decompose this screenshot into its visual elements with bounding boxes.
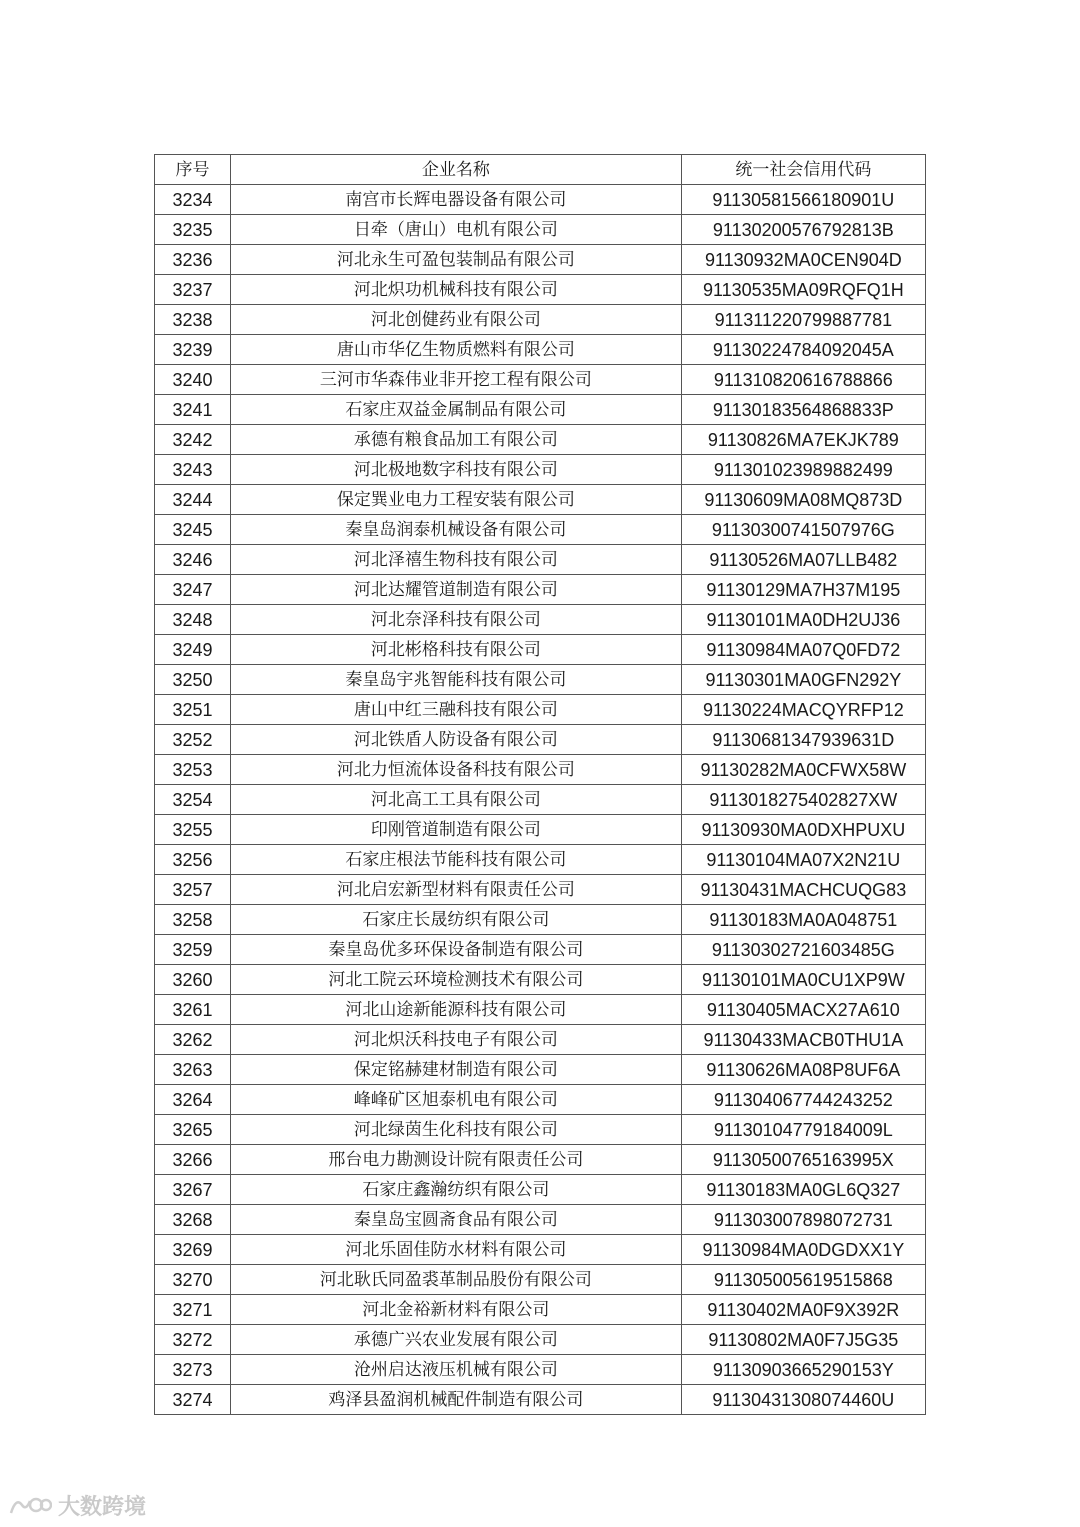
company-name-cell: 河北铁盾人防设备有限公司 — [231, 725, 682, 755]
table-row — [155, 1055, 926, 1085]
table-row — [155, 395, 926, 425]
table-row — [155, 515, 926, 545]
table-body — [155, 185, 926, 1415]
serial-number-cell: 3238 — [155, 305, 231, 335]
credit-code-cell: 91130224784092045A — [681, 335, 925, 365]
company-name-cell: 秦皇岛优多环保设备制造有限公司 — [231, 935, 682, 965]
company-name-cell: 河北创健药业有限公司 — [231, 305, 682, 335]
credit-code-cell: 91130183MA0A048751 — [681, 905, 925, 935]
credit-code-cell: 91130101MA0CU1XP9W — [681, 965, 925, 995]
table-row — [155, 575, 926, 605]
company-name-cell: 河北山途新能源科技有限公司 — [231, 995, 682, 1025]
serial-number-cell: 3273 — [155, 1355, 231, 1385]
credit-code-cell: 91130431MACHCUQG83 — [681, 875, 925, 905]
table-row — [155, 755, 926, 785]
serial-number-cell: 3236 — [155, 245, 231, 275]
serial-number-cell: 3249 — [155, 635, 231, 665]
credit-code-cell: 91130301MA0GFN292Y — [681, 665, 925, 695]
serial-number-cell: 3265 — [155, 1115, 231, 1145]
table-header-row — [155, 155, 926, 185]
credit-code-cell: 91130802MA0F7J5G35 — [681, 1325, 925, 1355]
company-name-cell: 石家庄长晟纺织有限公司 — [231, 905, 682, 935]
table-row — [155, 785, 926, 815]
watermark-logo-icon — [8, 1493, 52, 1517]
company-name-cell: 河北达耀管道制造有限公司 — [231, 575, 682, 605]
serial-number-cell: 3253 — [155, 755, 231, 785]
credit-code-cell: 91130183MA0GL6Q327 — [681, 1175, 925, 1205]
serial-number-cell: 3245 — [155, 515, 231, 545]
credit-code-cell: 91130681347939631D — [681, 725, 925, 755]
serial-number-cell: 3254 — [155, 785, 231, 815]
credit-code-cell: 911303007898072731 — [681, 1205, 925, 1235]
company-name-cell: 石家庄根法节能科技有限公司 — [231, 845, 682, 875]
company-name-cell: 河北启宏新型材料有限责任公司 — [231, 875, 682, 905]
credit-code-cell: 91130826MA7EKJK789 — [681, 425, 925, 455]
credit-code-cell: 911311220799887781 — [681, 305, 925, 335]
table-row — [155, 1235, 926, 1265]
company-name-cell: 石家庄鑫瀚纺织有限公司 — [231, 1175, 682, 1205]
table-row — [155, 965, 926, 995]
serial-number-cell: 3267 — [155, 1175, 231, 1205]
company-name-cell: 峰峰矿区旭泰机电有限公司 — [231, 1085, 682, 1115]
credit-code-cell: 91130984MA07Q0FD72 — [681, 635, 925, 665]
table-row — [155, 635, 926, 665]
serial-number-cell: 3239 — [155, 335, 231, 365]
company-name-cell: 河北炽功机械科技有限公司 — [231, 275, 682, 305]
credit-code-cell: 91130104779184009L — [681, 1115, 925, 1145]
table-row — [155, 695, 926, 725]
table-row — [155, 1325, 926, 1355]
serial-number-cell: 3246 — [155, 545, 231, 575]
company-name-cell: 秦皇岛宝圆斋食品有限公司 — [231, 1205, 682, 1235]
serial-number-cell: 3268 — [155, 1205, 231, 1235]
serial-number-cell: 3235 — [155, 215, 231, 245]
table-row — [155, 725, 926, 755]
company-name-cell: 日牵（唐山）电机有限公司 — [231, 215, 682, 245]
company-name-cell: 河北高工工具有限公司 — [231, 785, 682, 815]
header-serial-number: 序号 — [155, 155, 231, 185]
serial-number-cell: 3261 — [155, 995, 231, 1025]
table-row — [155, 365, 926, 395]
company-name-cell: 河北炽沃科技电子有限公司 — [231, 1025, 682, 1055]
credit-code-cell: 91130101MA0DH2UJ36 — [681, 605, 925, 635]
credit-code-cell: 91130402MA0F9X392R — [681, 1295, 925, 1325]
table-row — [155, 455, 926, 485]
serial-number-cell: 3237 — [155, 275, 231, 305]
company-name-cell: 河北工院云环境检测技术有限公司 — [231, 965, 682, 995]
table-row — [155, 1085, 926, 1115]
table-row — [155, 905, 926, 935]
serial-number-cell: 3262 — [155, 1025, 231, 1055]
credit-code-cell: 91130183564868833P — [681, 395, 925, 425]
table-row — [155, 1025, 926, 1055]
table-row — [155, 1115, 926, 1145]
company-name-cell: 承德有粮食品加工有限公司 — [231, 425, 682, 455]
serial-number-cell: 3252 — [155, 725, 231, 755]
credit-code-cell: 91130526MA07LLB482 — [681, 545, 925, 575]
credit-code-cell: 91130300741507976G — [681, 515, 925, 545]
serial-number-cell: 3269 — [155, 1235, 231, 1265]
credit-code-cell: 91130104MA07X2N21U — [681, 845, 925, 875]
table-row — [155, 425, 926, 455]
serial-number-cell: 3259 — [155, 935, 231, 965]
table-row — [155, 1355, 926, 1385]
serial-number-cell: 3272 — [155, 1325, 231, 1355]
table-row — [155, 605, 926, 635]
serial-number-cell: 3251 — [155, 695, 231, 725]
credit-code-cell: 91130626MA08P8UF6A — [681, 1055, 925, 1085]
serial-number-cell: 3258 — [155, 905, 231, 935]
table-row — [155, 995, 926, 1025]
credit-code-cell: 91130984MA0DGDXX1Y — [681, 1235, 925, 1265]
company-name-cell: 石家庄双益金属制品有限公司 — [231, 395, 682, 425]
company-name-cell: 河北极地数字科技有限公司 — [231, 455, 682, 485]
table-row — [155, 545, 926, 575]
table-row — [155, 815, 926, 845]
serial-number-cell: 3257 — [155, 875, 231, 905]
company-name-cell: 三河市华森伟业非开挖工程有限公司 — [231, 365, 682, 395]
credit-code-cell: 91130129MA7H37M195 — [681, 575, 925, 605]
serial-number-cell: 3266 — [155, 1145, 231, 1175]
serial-number-cell: 3274 — [155, 1385, 231, 1415]
credit-code-cell: 91130500765163995X — [681, 1145, 925, 1175]
company-name-cell: 邢台电力勘测设计院有限责任公司 — [231, 1145, 682, 1175]
company-name-cell: 保定巽业电力工程安装有限公司 — [231, 485, 682, 515]
table-row — [155, 665, 926, 695]
header-company-name: 企业名称 — [231, 155, 682, 185]
watermark-text: 大数跨境 — [58, 1494, 147, 1520]
serial-number-cell: 3241 — [155, 395, 231, 425]
credit-code-cell: 9113018275402827XW — [681, 785, 925, 815]
credit-code-cell: 91130609MA08MQ873D — [681, 485, 925, 515]
credit-code-cell: 911301023989882499 — [681, 455, 925, 485]
credit-code-cell: 91130405MACX27A610 — [681, 995, 925, 1025]
table-row — [155, 215, 926, 245]
credit-code-cell: 91130903665290153Y — [681, 1355, 925, 1385]
credit-code-cell: 91130581566180901U — [681, 185, 925, 215]
watermark — [8, 1490, 146, 1520]
table-row — [155, 1265, 926, 1295]
table-row — [155, 485, 926, 515]
serial-number-cell: 3260 — [155, 965, 231, 995]
credit-code-cell: 911305005619515868 — [681, 1265, 925, 1295]
table-row — [155, 1175, 926, 1205]
company-name-cell: 沧州启达液压机械有限公司 — [231, 1355, 682, 1385]
table-row — [155, 305, 926, 335]
serial-number-cell: 3244 — [155, 485, 231, 515]
table-row — [155, 1385, 926, 1415]
serial-number-cell: 3270 — [155, 1265, 231, 1295]
company-name-cell: 唐山中红三融科技有限公司 — [231, 695, 682, 725]
table-row — [155, 1205, 926, 1235]
company-name-cell: 河北力恒流体设备科技有限公司 — [231, 755, 682, 785]
credit-code-cell: 911304067744243252 — [681, 1085, 925, 1115]
company-name-cell: 鸡泽县盈润机械配件制造有限公司 — [231, 1385, 682, 1415]
serial-number-cell: 3250 — [155, 665, 231, 695]
company-name-cell: 河北彬格科技有限公司 — [231, 635, 682, 665]
company-name-cell: 河北奈泽科技有限公司 — [231, 605, 682, 635]
table-row — [155, 1145, 926, 1175]
credit-code-cell: 911310820616788866 — [681, 365, 925, 395]
table-row — [155, 875, 926, 905]
credit-code-cell: 91130932MA0CEN904D — [681, 245, 925, 275]
serial-number-cell: 3234 — [155, 185, 231, 215]
credit-code-cell: 91130282MA0CFWX58W — [681, 755, 925, 785]
company-list-table — [154, 154, 926, 1415]
table-row — [155, 275, 926, 305]
serial-number-cell: 3271 — [155, 1295, 231, 1325]
credit-code-cell: 91130224MACQYRFP12 — [681, 695, 925, 725]
serial-number-cell: 3256 — [155, 845, 231, 875]
company-name-cell: 秦皇岛宇兆智能科技有限公司 — [231, 665, 682, 695]
company-name-cell: 南宫市长辉电器设备有限公司 — [231, 185, 682, 215]
credit-code-cell: 91130535MA09RQFQ1H — [681, 275, 925, 305]
credit-code-cell: 91130431308074460U — [681, 1385, 925, 1415]
company-name-cell: 河北乐固佳防水材料有限公司 — [231, 1235, 682, 1265]
company-name-cell: 秦皇岛润泰机械设备有限公司 — [231, 515, 682, 545]
table-row — [155, 335, 926, 365]
header-credit-code: 统一社会信用代码 — [681, 155, 925, 185]
credit-code-cell: 91130433MACB0THU1A — [681, 1025, 925, 1055]
company-name-cell: 印刚管道制造有限公司 — [231, 815, 682, 845]
table-row — [155, 245, 926, 275]
company-name-cell: 保定铭赫建材制造有限公司 — [231, 1055, 682, 1085]
table-row — [155, 935, 926, 965]
serial-number-cell: 3264 — [155, 1085, 231, 1115]
table-row — [155, 185, 926, 215]
company-name-cell: 河北耿氏同盈裘革制品股份有限公司 — [231, 1265, 682, 1295]
serial-number-cell: 3247 — [155, 575, 231, 605]
company-name-cell: 河北永生可盈包装制品有限公司 — [231, 245, 682, 275]
table-row — [155, 1295, 926, 1325]
company-name-cell: 河北绿茵生化科技有限公司 — [231, 1115, 682, 1145]
credit-code-cell: 91130930MA0DXHPUXU — [681, 815, 925, 845]
serial-number-cell: 3255 — [155, 815, 231, 845]
credit-code-cell: 91130302721603485G — [681, 935, 925, 965]
serial-number-cell: 3242 — [155, 425, 231, 455]
company-name-cell: 承德广兴农业发展有限公司 — [231, 1325, 682, 1355]
table-row — [155, 845, 926, 875]
company-name-cell: 河北泽禧生物科技有限公司 — [231, 545, 682, 575]
serial-number-cell: 3243 — [155, 455, 231, 485]
company-name-cell: 唐山市华亿生物质燃料有限公司 — [231, 335, 682, 365]
company-name-cell: 河北金裕新材料有限公司 — [231, 1295, 682, 1325]
serial-number-cell: 3263 — [155, 1055, 231, 1085]
serial-number-cell: 3248 — [155, 605, 231, 635]
serial-number-cell: 3240 — [155, 365, 231, 395]
credit-code-cell: 91130200576792813B — [681, 215, 925, 245]
